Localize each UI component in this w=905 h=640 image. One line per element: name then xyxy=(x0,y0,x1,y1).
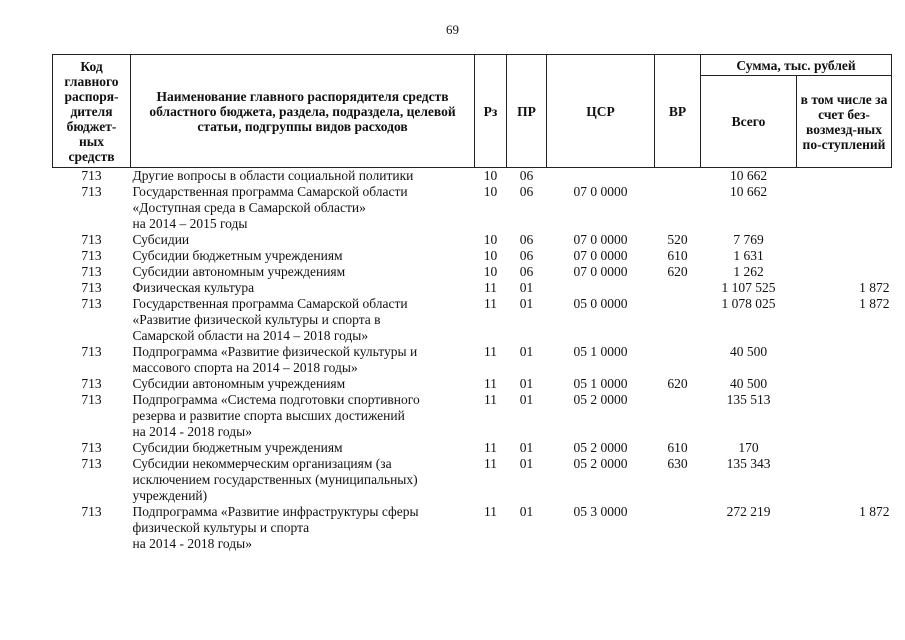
cell-code: 713 xyxy=(81,168,102,183)
cell-csr xyxy=(547,168,655,185)
cell-grat xyxy=(797,264,892,280)
cell-code: 713 xyxy=(81,248,102,263)
cell-name xyxy=(131,184,475,232)
cell-name xyxy=(131,392,475,440)
cell-pr: 06 xyxy=(519,232,534,247)
budget-table xyxy=(52,54,892,552)
name-line: Подпрограмма «Развитие инфраструктуры сферы xyxy=(132,504,419,519)
cell-total: 1 078 025 xyxy=(721,296,776,311)
cell-name xyxy=(131,296,475,344)
table-row xyxy=(53,184,892,232)
cell-vr xyxy=(655,280,701,296)
table-row xyxy=(53,504,892,552)
cell-grat: 1 872 xyxy=(859,296,890,311)
name-line: Субсидии xyxy=(132,232,190,247)
name-line: Государственная программа Самарской области xyxy=(132,184,408,199)
cell-vr: 620 xyxy=(667,264,688,279)
cell-pr: 01 xyxy=(519,296,534,311)
table-row xyxy=(53,296,892,344)
table-body xyxy=(53,168,892,553)
cell-vr xyxy=(655,392,701,440)
name-line: на 2014 - 2018 годы» xyxy=(132,424,252,439)
cell-vr: 610 xyxy=(667,440,688,455)
table-row xyxy=(53,232,892,248)
cell-total: 135 513 xyxy=(726,392,771,407)
cell-code: 713 xyxy=(81,440,102,455)
cell-code: 713 xyxy=(81,504,102,519)
header-code: Код главного распоря-дителя бюджет-ных средств xyxy=(53,55,131,168)
cell-total: 170 xyxy=(738,440,759,455)
header-vr: ВР xyxy=(655,55,701,168)
table-row xyxy=(53,392,892,440)
cell-total: 10 662 xyxy=(729,184,768,199)
cell-total: 1 107 525 xyxy=(721,280,776,295)
name-line: Другие вопросы в области социальной политики xyxy=(132,168,414,183)
cell-grat xyxy=(797,232,892,248)
table-row xyxy=(53,264,892,280)
cell-pr: 01 xyxy=(519,376,534,391)
name-line: физической культуры и спорта xyxy=(132,520,310,535)
header-csr: ЦСР xyxy=(547,55,655,168)
cell-grat xyxy=(797,392,892,440)
name-line: Самарской области на 2014 – 2018 годы» xyxy=(132,328,369,343)
cell-name xyxy=(131,376,475,392)
name-line: Субсидии автономным учреждениям xyxy=(132,264,346,279)
cell-grat xyxy=(797,248,892,264)
cell-vr: 610 xyxy=(667,248,688,263)
name-line: массового спорта на 2014 – 2018 годы» xyxy=(132,360,358,375)
page-number: 69 xyxy=(446,22,459,37)
cell-vr xyxy=(655,184,701,232)
cell-total: 272 219 xyxy=(726,504,771,519)
cell-rz: 10 xyxy=(483,184,498,199)
name-line: Субсидии автономным учреждениям xyxy=(132,376,346,391)
cell-grat: 1 872 xyxy=(859,504,890,519)
cell-total: 40 500 xyxy=(729,376,768,391)
cell-csr: 07 0 0000 xyxy=(573,248,628,263)
cell-pr: 01 xyxy=(519,440,534,455)
cell-pr: 06 xyxy=(519,168,534,183)
cell-grat: 1 872 xyxy=(859,280,890,295)
table-row xyxy=(53,168,892,185)
cell-name xyxy=(131,344,475,376)
cell-name xyxy=(131,280,475,296)
name-line: на 2014 – 2015 годы xyxy=(132,216,248,231)
name-line: «Развитие физической культуры и спорта в xyxy=(132,312,381,327)
cell-grat xyxy=(797,168,892,185)
cell-csr: 05 3 0000 xyxy=(573,504,628,519)
cell-rz: 11 xyxy=(484,392,497,407)
cell-vr xyxy=(655,504,701,552)
cell-code: 713 xyxy=(81,280,102,295)
name-line: на 2014 - 2018 годы» xyxy=(132,536,252,551)
cell-csr: 07 0 0000 xyxy=(573,264,628,279)
cell-rz: 11 xyxy=(484,440,497,455)
cell-csr: 05 2 0000 xyxy=(573,392,628,407)
cell-rz: 10 xyxy=(483,168,498,183)
name-line: Физическая культура xyxy=(132,280,255,295)
cell-grat xyxy=(797,440,892,456)
header-rz: Рз xyxy=(475,55,507,168)
cell-name xyxy=(131,232,475,248)
header-sum: Сумма, тыс. рублей xyxy=(701,55,892,76)
cell-pr: 06 xyxy=(519,184,534,199)
cell-code: 713 xyxy=(81,344,102,359)
name-line: Подпрограмма «Развитие физической культуры и xyxy=(132,344,418,359)
name-line: Государственная программа Самарской области xyxy=(132,296,408,311)
cell-name xyxy=(131,456,475,504)
cell-vr: 520 xyxy=(667,232,688,247)
cell-rz: 11 xyxy=(484,344,497,359)
cell-vr xyxy=(655,168,701,185)
name-line: «Доступная среда в Самарской области» xyxy=(132,200,366,215)
header-total: Всего xyxy=(701,76,797,168)
cell-pr: 06 xyxy=(519,264,534,279)
name-line: Субсидии бюджетным учреждениям xyxy=(132,440,343,455)
cell-pr: 01 xyxy=(519,392,534,407)
cell-csr: 07 0 0000 xyxy=(573,184,628,199)
cell-rz: 11 xyxy=(484,280,497,295)
table-row xyxy=(53,248,892,264)
cell-csr: 05 0 0000 xyxy=(573,296,628,311)
name-line: Субсидии некоммерческим организациям (за xyxy=(132,456,392,471)
cell-total: 1 262 xyxy=(733,264,764,279)
cell-vr: 620 xyxy=(667,376,688,391)
name-line: учреждений) xyxy=(132,488,208,503)
cell-code: 713 xyxy=(81,296,102,311)
cell-name xyxy=(131,264,475,280)
cell-code: 713 xyxy=(81,184,102,199)
cell-total: 135 343 xyxy=(726,456,771,471)
cell-total: 40 500 xyxy=(729,344,768,359)
cell-code: 713 xyxy=(81,264,102,279)
cell-name xyxy=(131,248,475,264)
cell-total: 10 662 xyxy=(729,168,768,183)
cell-csr: 05 1 0000 xyxy=(573,344,628,359)
cell-pr: 01 xyxy=(519,344,534,359)
cell-rz: 11 xyxy=(484,456,497,471)
cell-csr: 05 1 0000 xyxy=(573,376,628,391)
cell-total: 7 769 xyxy=(733,232,764,247)
cell-vr xyxy=(655,296,701,344)
cell-grat xyxy=(797,376,892,392)
cell-code: 713 xyxy=(81,456,102,471)
table-row xyxy=(53,456,892,504)
cell-rz: 10 xyxy=(483,232,498,247)
cell-csr: 05 2 0000 xyxy=(573,440,628,455)
cell-vr xyxy=(655,344,701,376)
cell-code: 713 xyxy=(81,392,102,407)
header-grat: в том числе за счет без-возмезд-ных по-ступлений xyxy=(797,76,892,168)
cell-pr: 01 xyxy=(519,280,534,295)
cell-rz: 11 xyxy=(484,376,497,391)
cell-rz: 11 xyxy=(484,504,497,519)
name-line: исключением государственных (муниципальных) xyxy=(132,472,418,487)
name-line: Субсидии бюджетным учреждениям xyxy=(132,248,343,263)
name-line: резерва и развитие спорта высших достижений xyxy=(132,408,405,423)
cell-pr: 01 xyxy=(519,456,534,471)
table-row xyxy=(53,280,892,296)
cell-name xyxy=(131,504,475,552)
table-header xyxy=(53,55,892,168)
table-row xyxy=(53,344,892,376)
header-name: Наименование главного распорядителя средств областного бюджета, раздела, подраздела, целевой статьи, подгруппы видов расходов xyxy=(131,55,475,168)
cell-rz: 11 xyxy=(484,296,497,311)
cell-grat xyxy=(797,456,892,504)
cell-grat xyxy=(797,184,892,232)
name-line: Подпрограмма «Система подготовки спортивного xyxy=(132,392,420,407)
cell-pr: 01 xyxy=(519,504,534,519)
table-row xyxy=(53,376,892,392)
cell-csr: 07 0 0000 xyxy=(573,232,628,247)
cell-vr: 630 xyxy=(667,456,688,471)
table-row xyxy=(53,440,892,456)
cell-grat xyxy=(797,344,892,376)
cell-rz: 10 xyxy=(483,264,498,279)
cell-name xyxy=(131,168,475,185)
cell-pr: 06 xyxy=(519,248,534,263)
cell-total: 1 631 xyxy=(733,248,764,263)
cell-csr: 05 2 0000 xyxy=(573,456,628,471)
header-pr: ПР xyxy=(507,55,547,168)
cell-name xyxy=(131,440,475,456)
cell-rz: 10 xyxy=(483,248,498,263)
cell-code: 713 xyxy=(81,232,102,247)
cell-csr xyxy=(547,280,655,296)
cell-code: 713 xyxy=(81,376,102,391)
